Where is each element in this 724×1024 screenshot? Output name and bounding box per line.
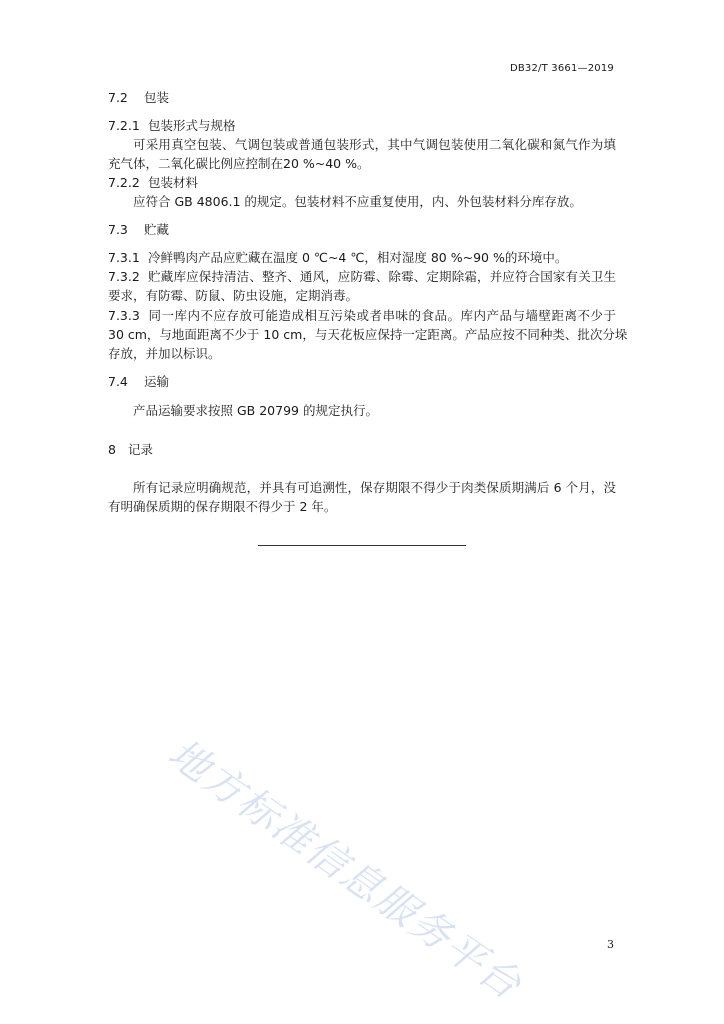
section-7-3-2-text-line2: 要求，有防霉、防鼠、防虫设施，定期消毒。: [108, 288, 359, 303]
section-number: 8: [108, 442, 116, 457]
section-7-4-text-line1: 产品运输要求按照 GB 20799 的规定执行。: [133, 403, 378, 418]
section-number: 7.2.2: [108, 175, 140, 190]
section-number: 7.2.1: [108, 118, 140, 133]
section-number: 7.3.1: [108, 250, 140, 265]
page-number: 3: [607, 938, 614, 951]
section-text: 冷鲜鸭肉产品应贮藏在温度 0 ℃~4 ℃，相对湿度 80 %~90 %的环境中。: [148, 250, 568, 265]
section-7-2-2-heading: [108, 174, 616, 192]
section-title: 记录: [128, 442, 154, 457]
watermark: 地方标准信息服务平台: [159, 730, 531, 1010]
section-title: 包装形式与规格: [148, 118, 236, 133]
section-title: 运输: [144, 374, 170, 389]
section-8-text-line2: 有明确保质期的保存期限不得少于 2 年。: [108, 499, 337, 514]
section-number: 7.3.3: [108, 308, 140, 323]
standard-code-header: DB32/T 3661—2019: [509, 63, 614, 74]
section-7-3-3-line1: [108, 307, 616, 325]
section-7-3-3-text-line3: 存放，并加以标识。: [108, 346, 221, 361]
section-7-2-1-text-line2: 充气体，二氧化碳比例应控制在20 %~40 %。: [108, 156, 370, 171]
section-7-3-1: [108, 249, 616, 267]
section-8-heading: [108, 441, 616, 459]
section-title: 包装: [144, 90, 170, 105]
section-7-2-1-heading: [108, 117, 616, 135]
section-title: 贮藏: [144, 222, 170, 237]
section-7-4-heading: [108, 373, 616, 391]
section-text: 同一库内不应存放可能造成相互污染或者串味的食品。库内产品与墙壁距离不少于: [148, 308, 616, 323]
section-7-2-2-text-line1: 应符合 GB 4806.1 的规定。包装材料不应重复使用，内、外包装材料分库存放。: [133, 194, 582, 209]
section-7-2-1-text-line1: 可采用真空包装、气调包装或普通包装形式，其中气调包装使用二氧化碳和氮气作为填: [133, 137, 616, 152]
section-number: 7.3: [108, 222, 128, 237]
end-rule-divider: [258, 545, 466, 546]
section-7-3-heading: [108, 221, 616, 239]
section-8-text-line1: 所有记录应明确规范，并具有可追溯性，保存期限不得少于肉类保质期满后 6 个月，没: [133, 480, 616, 495]
section-7-3-3-text-line2: 30 cm，与地面距离不少于 10 cm，与天花板应保持一定距离。产品应按不同种类、批次分垛: [108, 327, 628, 342]
section-number: 7.3.2: [108, 269, 140, 284]
section-7-3-2-line1: [108, 268, 616, 286]
section-text: 贮藏库应保持清洁、整齐、通风，应防霉、除霉、定期除霜，并应符合国家有关卫生: [148, 269, 616, 284]
section-7-2-heading: [108, 89, 616, 107]
section-number: 7.2: [108, 90, 128, 105]
section-number: 7.4: [108, 374, 128, 389]
section-title: 包装材料: [148, 175, 199, 190]
